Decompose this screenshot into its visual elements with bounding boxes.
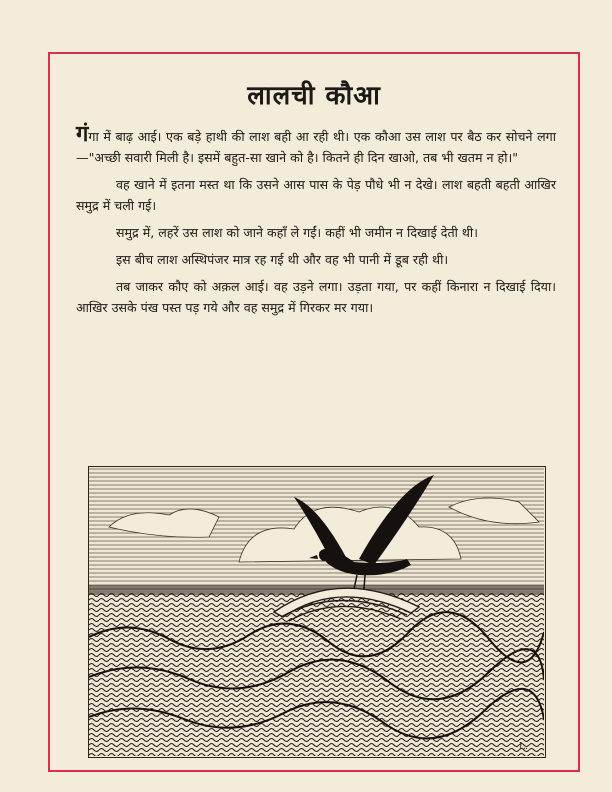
artist-signature: L. xyxy=(519,742,528,752)
story-illustration xyxy=(88,466,546,758)
page-title: लालची कौआ xyxy=(247,81,381,111)
paragraph-3: समुद्र में, लहरें उस लाश को जाने कहाँ ले गईं। कहीं भी जमीन न दिखाई देती थी। xyxy=(116,225,478,240)
paragraph-5: तब जाकर कौए को अक़ल आई। वह उड़ने लगा। उड़ता गया, पर कहीं किनारा न दिखाई दिया। आखिर उसके पंख पस्त पड़ गये और वह समुद्र में गिरकर मर गया। xyxy=(76,279,556,315)
paragraph-2: वह खाने में इतना मस्त था कि उसने आस पास के पेड़ पौधे भी न देखे। लाश बहती बहती आखिर समुद्र में चली गई। xyxy=(76,177,556,213)
page-border xyxy=(48,52,580,772)
drop-cap: गं xyxy=(76,122,89,147)
story-text xyxy=(76,122,556,324)
paragraph-4: इस बीच लाश अस्थिपंजर मात्र रह गई थी और वह भी पानी में डूब रही थी। xyxy=(116,252,449,267)
paragraph-1 xyxy=(76,122,556,168)
paragraph-1-text: गा में बाढ़ आई। एक बड़े हाथी की लाश बही आ रही थी। एक कौआ उस लाश पर बैठ कर सोचने लगा—"अच्छी सवारी मिली है। इसमें बहुत-सा खाने को है। कितने ही दिन खाओ, तब भी खतम न हो।" xyxy=(76,129,556,165)
sea-waves xyxy=(89,592,544,756)
sea-crow-drawing xyxy=(89,467,544,756)
